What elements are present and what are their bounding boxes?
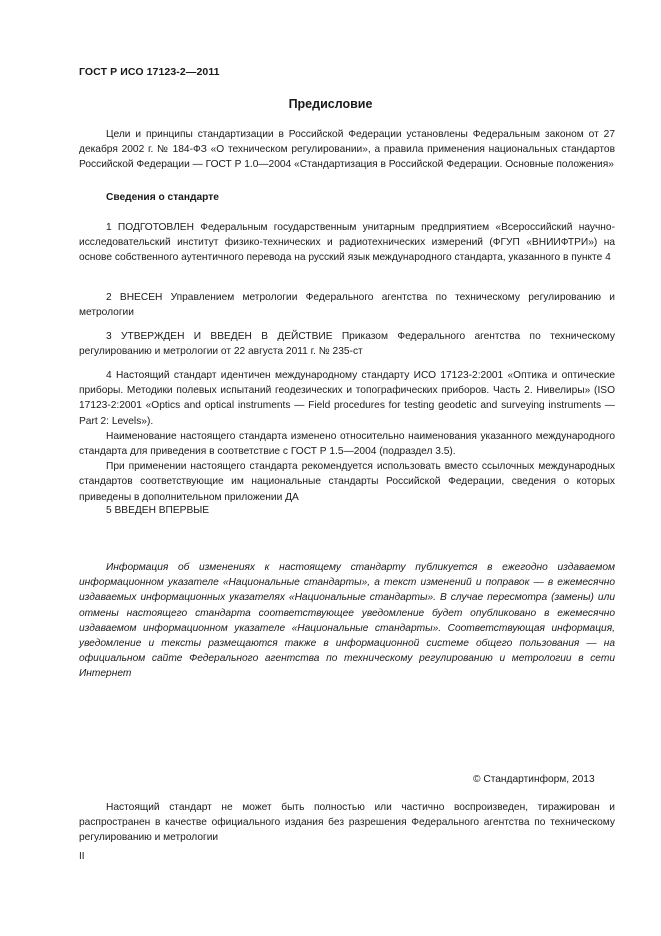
document-header: ГОСТ Р ИСО 17123-2—2011 [79,66,220,78]
footer-text: Настоящий стандарт не может быть полностью или частично воспроизведен, тиражирован и распространен в качестве официального издания без разрешения Федерального агентства по техническому регулированию и метрологии [79,802,615,844]
item-2-text: 2 ВНЕСЕН Управлением метрологии Федерального агентства по техническому регулированию и метрологии [79,292,615,319]
intro-text: Цели и принципы стандартизации в Российской Федерации установлены Федеральным законом от 27 декабря 2002 г. № 184-ФЗ «О техническом регулировании», а правила применения национальных стандартов Российской Федерации — ГОСТ Р 1.0—2004 «Стандартизация в Российской Федерации. Основные положения» [79,129,615,171]
item-4-references-text: При применении настоящего стандарта рекомендуется использовать вместо ссылочных международных стандартов соответствующие им национальные стандарты Российской Федерации, сведения о которых приведены в дополнительном приложении ДА [79,461,615,503]
page-number: II [79,851,85,862]
copyright-line: © Стандартинформ, 2013 [473,774,595,785]
item-4-rename-text: Наименование настоящего стандарта изменено относительно наименования указанного международного стандарта для приведения в соответствие с ГОСТ Р 1.5—2004 (подраздел 3.5). [79,430,615,458]
item-1 [79,220,615,266]
intro-paragraph [79,127,615,173]
page-title: Предисловие [288,97,373,111]
item-1-text: 1 ПОДГОТОВЛЕН Федеральным государственным унитарным предприятием «Всероссийский научно-исследовательский институт физико-технических и радиотехнических измерений (ФГУП «ВНИИФТРИ») на основе собственного аутентичного перевода на русский язык международного стандарта, указанного в пункте 4 [79,222,615,264]
item-3-text: 3 УТВЕРЖДЕН И ВВЕДЕН В ДЕЙСТВИЕ Приказом Федерального агентства по техническому регулированию и метрологии от 22 августа 2011 г. № 235-ст [79,331,615,358]
item-5 [79,503,615,518]
item-2 [79,290,615,320]
footer-paragraph [79,800,615,846]
notice-text: Информация об изменениях к настоящему стандарту публикуется в ежегодно издаваемом информационном указателе «Национальные стандарты», а текст изменений и поправок — в ежемесячно издаваемых информационных указателях «Национальные стандарты». В случае пересмотра (замены) или отмены настоящего стандарта соответствующее уведомление будет опубликовано в ежемесячно издаваемом информационном указателе «Национальные стандарты». Соответствующая информация, уведомление и тексты размещаются также в информационной системе общего пользования — на официальном сайте Федерального агентства по техническому регулированию и метрологии в сети Интернет [79,562,615,680]
section-subtitle: Сведения о стандарте [106,192,219,203]
item-4 [79,368,615,505]
notice-paragraph [79,560,615,682]
item-5-text: 5 ВВЕДЕН ВПЕРВЫЕ [106,505,210,516]
item-3 [79,329,615,359]
item-4-text: 4 Настоящий стандарт идентичен международному стандарту ИСО 17123-2:2001 «Оптика и оптические приборы. Методики полевых испытаний геодезических и топографических приборов. Часть 2. Нивелиры» (ISO 17123-2:2001 «Optics and optical instruments — Field procedures for testing geodetic and surveying instruments — Part 2: Levels»). [79,370,615,427]
